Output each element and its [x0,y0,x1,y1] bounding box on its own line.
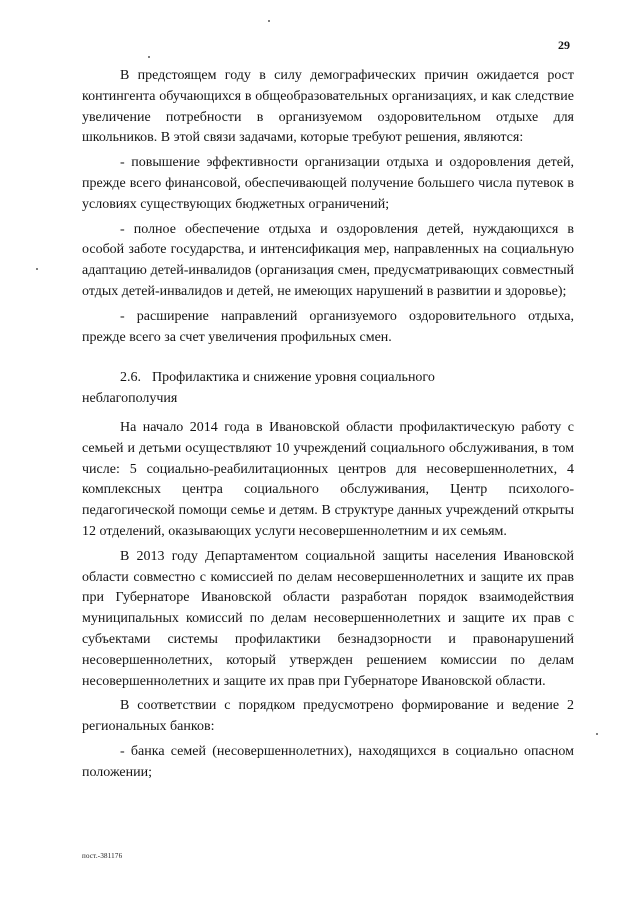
list-item-family-bank: - банка семей (несовершеннолетних), находящихся в социально опасном положении; [82,743,574,780]
section-heading [82,368,574,410]
list-item-efficiency: - повышение эффективности организации отдыха и оздоровления детей, прежде всего финансовой, обеспечивающей получение большего числа путевок в условиях существующих бюджетных ограничений; [82,155,574,212]
scan-speck [36,268,38,270]
section-title-line1: Профилактика и снижение уровня социального [152,370,435,386]
paragraph-banks: В соответствии с порядком предусмотрено формирование и ведение 2 региональных банков: [82,698,574,735]
section-number: 2.6. [120,370,141,386]
document-body [82,66,574,784]
paragraph-2014: На начало 2014 года в Ивановской области профилактическую работу с семьей и детьми осуществляют 10 учреждений социального обслуживания, в том числе: 5 социально-реабилитационных центров для несовершеннолетних, 4 комплексных центра социального обслуживания, Центр психолого-педагогической помощи семье и детям. В структуре данных учреждений открыты 12 отделений, оказывающих услуги несовершеннолетним и их семьям. [82,419,574,539]
paragraph-intro: В предстоящем году в силу демографических причин ожидается рост контингента обучающихся в общеобразовательных организациях, и как следствие увеличение потребности в организуемом оздоровительном отдыхе для школьников. В этой связи задачами, которые требуют решения, являются: [82,68,574,146]
list-item-expansion: - расширение направлений организуемого оздоровительного отдыха, прежде всего за счет увеличения профильных смен. [82,308,574,345]
list-item-full-provision: - полное обеспечение отдыха и оздоровления детей, нуждающихся в особой заботе государства, и интенсификация мер, направленных на социальную адаптацию детей-инвалидов (организация смен, предусматривающих совместный отдых детей-инвалидов и детей, не имеющих нарушений в развитии и здоровье); [82,221,574,299]
scan-speck [596,733,598,735]
section-title-line2: неблагополучия [82,391,178,407]
paragraph-2013: В 2013 году Департаментом социальной защиты населения Ивановской области совместно с комиссией по делам несовершеннолетних и защите их прав при Губернаторе Ивановской области разработан порядок взаимодействия муниципальных комиссий по делам несовершеннолетних и защите их прав с субъектами системы профилактики безнадзорности и правонарушений несовершеннолетних, который утвержден решением комиссии по делам несовершеннолетних и защите их прав при Губернаторе Ивановской области. [82,548,574,689]
page-number: 29 [558,38,570,52]
scan-speck [148,56,150,58]
scan-speck [268,20,270,22]
footer-code: пост.-381176 [82,852,123,860]
